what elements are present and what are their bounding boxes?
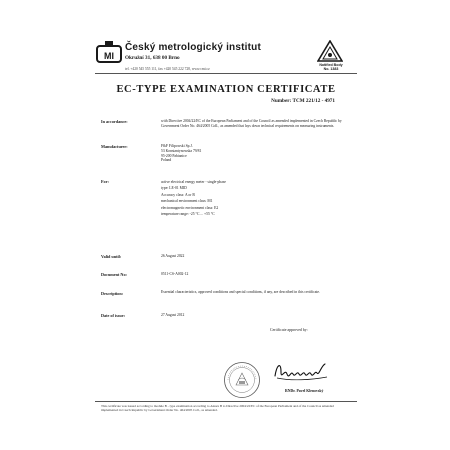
approved-by-label: Certificate approved by:	[270, 328, 308, 332]
official-stamp-icon	[223, 361, 261, 399]
in-accordance-label: In accordance:	[101, 119, 128, 124]
notified-body-label	[311, 63, 351, 72]
instrument-line: electromagnetic environment class: E2	[161, 205, 219, 210]
instrument-line: temperature range: -25 °C ... +55 °C	[161, 212, 215, 217]
manufacturer-line: 53 Konstantynowska 79/81	[161, 148, 202, 153]
date-of-issue-value: 27 August 2012	[161, 313, 185, 317]
manufacturer-line: F&F Filipowski Sp.J.	[161, 144, 193, 148]
instrument-line: active electrical energy meter - single-phase	[161, 180, 226, 184]
certificate-number: Number: TCM 221/12 - 4971	[271, 98, 335, 104]
instrument-line: type: LE-01 MID	[161, 186, 187, 191]
instrument-line: Accuracy class: A or B	[161, 192, 195, 197]
certificate-page	[95, 40, 357, 420]
cmi-logo-icon	[95, 40, 123, 64]
institute-address: Okružní 31, 638 00 Brno	[125, 55, 180, 61]
notified-body-line-2: No. 1383	[323, 67, 339, 72]
for-value	[161, 179, 351, 217]
footer-divider	[95, 401, 357, 402]
description-value: Essential characteristics, approved conditions and special conditions, if any, are described in this certificate.	[161, 290, 320, 294]
certificate-title: EC-TYPE EXAMINATION CERTIFICATE	[116, 84, 336, 95]
institute-contact: tel. +420 545 555 111, fax +420 545 222 728, www.cmi.cz	[125, 67, 210, 71]
in-accordance-value: with Directive 2004/22/EC of the European Parliament and of the Council as amended implemented in Czech Republic by Government Order No. 464/2005 Coll., as amended that lays down technical requirements on measuring instruments.	[161, 119, 342, 128]
description-label: Description:	[101, 291, 124, 296]
valid-until-label: Valid until:	[101, 254, 122, 259]
institute-name: Český metrologický institut	[125, 42, 261, 53]
svg-text:MI: MI	[104, 51, 114, 61]
document-number-label: Document No:	[101, 272, 127, 277]
footer-note: This certificate was issued according to module B - type examination according to Annex B to Directive 2004/22/EC of the European Parliament and of the Council as amended implemented in Czech Republic by Government Order No. 464/2005 Coll., as amended.	[101, 404, 334, 413]
date-of-issue-label: Date of issue:	[101, 313, 125, 318]
instrument-line: mechanical environment class: M1	[161, 199, 213, 204]
for-label: For:	[101, 179, 109, 184]
header-divider	[95, 73, 357, 74]
manufacturer-value	[161, 144, 351, 163]
manufacturer-line: Poland	[161, 158, 172, 163]
signer-name: RNDr. Pavel Klenovský	[285, 389, 324, 393]
notified-body-triangle-icon	[317, 40, 343, 62]
valid-until-value: 26 August 2022	[161, 254, 185, 258]
notified-body-line-1: Notified Body	[319, 63, 343, 67]
manufacturer-line: 95-200 Pabianice	[161, 153, 187, 158]
signature-icon	[271, 358, 331, 384]
document-number-value: 0511-CS-A002-12	[161, 272, 189, 276]
manufacturer-label: Manufacturer:	[101, 144, 128, 149]
